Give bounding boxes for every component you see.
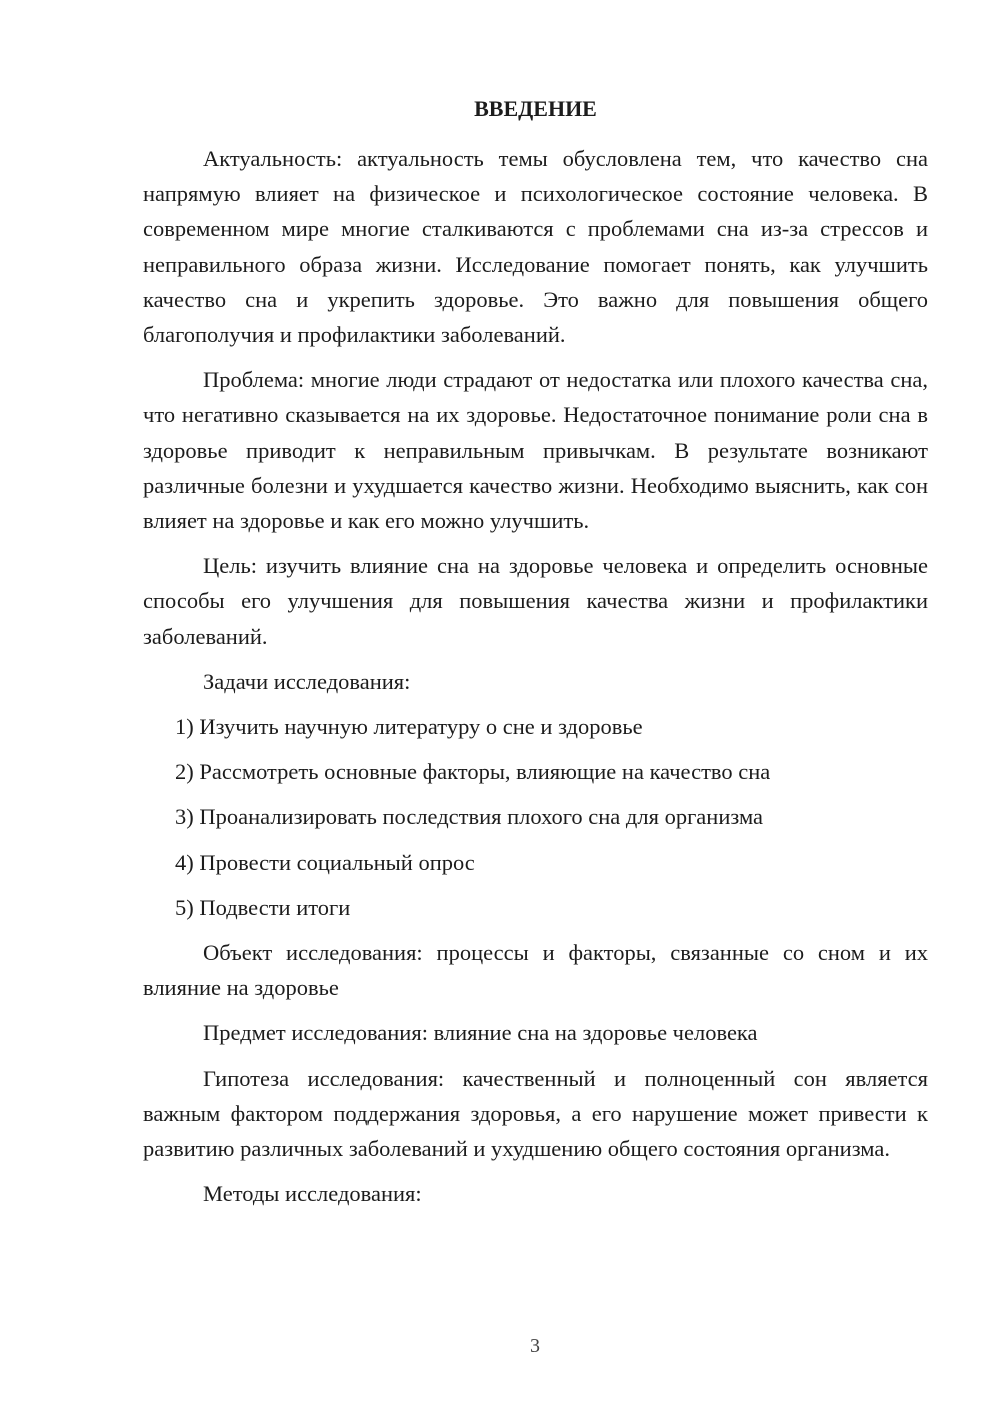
object-paragraph: Объект исследования: процессы и факторы, связанные со сном и их влияние на здоровье: [143, 940, 928, 1001]
goal-paragraph: Цель: изучить влияние сна на здоровье человека и определить основные способы его улучшения для повышения качества жизни и профилактики заболеваний.: [143, 553, 928, 649]
page-content: [143, 91, 928, 1211]
relevance-paragraph: Актуальность: актуальность темы обусловлена тем, что качество сна напрямую влияет на физическое и психологическое состояние человека. В современном мире многие сталкиваются с проблемами сна из-за стрессов и неправильного образа жизни. Исследование помогает понять, как улучшить качество сна и укрепить здоровье. Это важно для повышения общего благополучия и профилактики заболеваний.: [143, 146, 928, 348]
hypothesis-paragraph: Гипотеза исследования: качественный и полноценный сон является важным фактором поддержания здоровья, а его нарушение может привести к развитию различных заболеваний и ухудшению общего состояния организма.: [143, 1065, 928, 1162]
section-title: ВВЕДЕНИЕ: [474, 96, 597, 121]
tasks-list: [143, 709, 928, 925]
subject-paragraph: Предмет исследования: влияние сна на здоровье человека: [203, 1020, 758, 1046]
methods-heading: Методы исследования:: [203, 1181, 422, 1207]
list-item: 5) Подвести итоги: [175, 894, 351, 920]
list-item: 3) Проанализировать последствия плохого сна для организма: [175, 804, 764, 830]
list-item: 4) Провести социальный опрос: [175, 849, 475, 875]
list-item: 1) Изучить научную литературу о сне и здоровье: [175, 714, 643, 740]
list-item: 2) Рассмотреть основные факторы, влияющие на качество сна: [175, 759, 771, 785]
tasks-heading: Задачи исследования:: [203, 668, 411, 694]
page-number: 3: [530, 1335, 540, 1357]
problem-paragraph: Проблема: многие люди страдают от недостатка или плохого качества сна, что негативно сказывается на их здоровье. Недостаточное понимание роли сна в здоровье приводит к неправильным привычкам. В результате возникают различные болезни и ухудшается качество жизни. Необходимо выяснить, как сон влияет на здоровье и как его можно улучшить.: [143, 367, 928, 534]
